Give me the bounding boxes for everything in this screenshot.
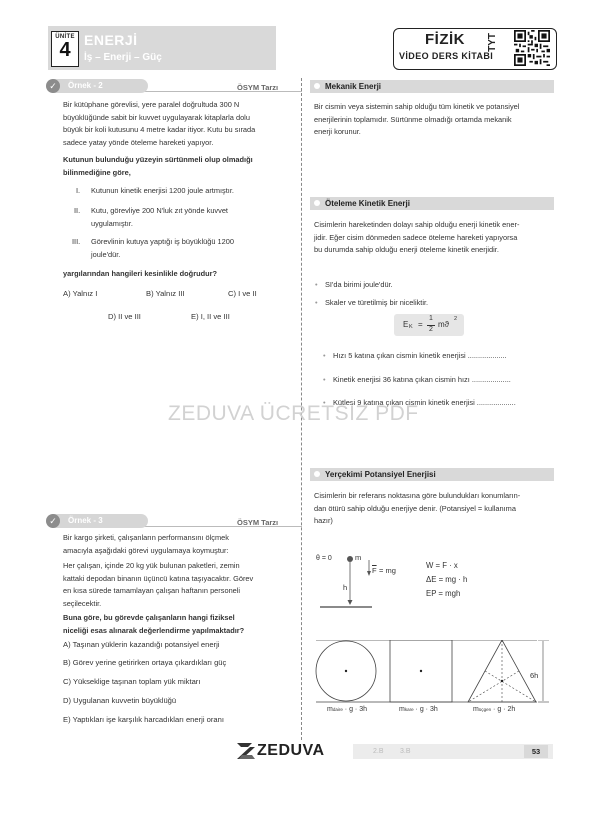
equation-ep: EP = mgh — [426, 589, 461, 598]
fill-item-2[interactable]: • Kütlesi 9 katına çıkan cismin kinetik enerjisi ................... — [333, 398, 516, 407]
section-yercekimi-header — [310, 468, 554, 481]
qr-code-icon[interactable] — [514, 30, 550, 66]
footer-code-1: 2.B — [373, 748, 384, 755]
formula-sub: K — [409, 324, 413, 330]
mekanik-line-2: enerji korunur. — [314, 127, 361, 137]
formula-e: E — [403, 320, 409, 329]
ornek2-line-2: büyük bir koli kutusunu 4 metre kadar itiyor. Kutu bu sırada — [63, 125, 256, 135]
footer-brand: ZEDUVA — [257, 742, 325, 759]
label-circle-sub: daire — [332, 707, 343, 712]
ornek2-statement-2a: Kutu, görevliye 200 N'luk zıt yönde kuvvet — [91, 206, 228, 215]
unit-number-box — [51, 31, 79, 67]
bullet-dot-icon — [314, 83, 320, 89]
label-square-base: m — [399, 706, 405, 713]
oteleme-line-1: jidir. Eğer cisim dönmeden sadece öteleme hareketi yapıyorsa — [314, 232, 518, 242]
oteleme-line-0: Cisimlerin hareketinden dolayı sahip olduğu enerji kinetik ener- — [314, 220, 520, 229]
ornek2-statement-2-num: II. — [74, 206, 81, 215]
yercekimi-line-2: hazır) — [314, 516, 333, 526]
watermark: ZEDUVA ÜCRETSİZ PDF — [168, 402, 419, 425]
ornek3-question-0: Buna göre, bu görevde çalışanların hangi fiziksel — [63, 613, 235, 622]
ornek2-statement-3a: Görevlinin kutuya yaptığı iş büyüklüğü 1200 — [91, 237, 234, 246]
shape-height-label: 6h — [530, 670, 538, 683]
kinetic-energy-formula — [394, 314, 464, 336]
ornek3-line-3: kattaki depodan binanın üçüncü katına taşıyacaktır. Görev — [63, 573, 254, 583]
formula-eq: = — [418, 320, 423, 329]
ornek2-statement-3-num: III. — [72, 237, 81, 246]
ornek3-source: ÖSYM Tarzı — [237, 518, 279, 527]
label-circle-base: m — [327, 706, 333, 713]
section-oteleme-title: Öteleme Kinetik Enerji — [325, 199, 410, 208]
ornek3-line-0: Bir kargo şirketi, çalışanların performansını ölçmek — [63, 533, 229, 542]
fill-item-0[interactable]: • Hızı 5 katına çıkan cismin kinetik enerjisi ................... — [333, 351, 507, 360]
diagram-force: $\overline{F}$ — [372, 566, 377, 575]
ornek3-tab — [52, 514, 148, 528]
fill-item-1[interactable]: • Kinetik enerjisi 36 katına çıkan cismin hızı ................... — [333, 375, 511, 384]
label-circle — [327, 704, 367, 717]
ornek3-tab-label: Örnek - 3 — [68, 516, 103, 525]
section-mekanik-header — [310, 80, 554, 93]
oteleme-bullet-1: • Skaler ve türetilmiş bir niceliktir. — [325, 298, 428, 307]
label-triangle-rest: · g · 2h — [491, 706, 516, 713]
formula-pow: 2 — [454, 316, 458, 322]
ornek2-option-e[interactable]: E) I, II ve III — [191, 312, 230, 321]
ornek2-line-3: sadece yatay yönde öteleme hareketi yapıyor. — [63, 137, 214, 147]
check-icon: ✓ — [46, 514, 60, 528]
yercekimi-line-0: Cisimlerin bir referans noktasına göre bulundukları konumların- — [314, 491, 521, 500]
ornek3-question-1: niceliği esas alınarak değerlendirme yapılmaktadır? — [63, 625, 245, 635]
equation-work: W = F · x — [426, 561, 458, 570]
ornek3-line-4: en kısa sürede tamamlayan çalışan haftanın personeli — [63, 586, 241, 596]
ornek2-option-d[interactable]: D) II ve III — [108, 312, 141, 321]
formula-den: 2 — [429, 326, 433, 333]
ornek3-option-b[interactable]: B) Görev yerine getirirken ortaya çıkardıkları güç — [63, 658, 227, 667]
page-number: 53 — [524, 745, 548, 758]
ornek2-tab-label: Örnek - 2 — [68, 81, 103, 90]
diagram-theta: θ = 0 — [316, 555, 332, 562]
unit-title: ENERJİ — [84, 32, 138, 48]
shapes-diagram — [312, 640, 556, 710]
section-yercekimi-title: Yerçekimi Potansiyel Enerjisi — [325, 470, 436, 479]
unit-number: 4 — [59, 39, 71, 61]
yercekimi-line-1: dan ötürü sahip olduğu enerjiye denir. (Potansiyel = kullanıma — [314, 503, 516, 513]
ornek2-statement-2b: uygulamıştır. — [91, 218, 133, 228]
mekanik-line-1: enerjilerinin toplamıdır. Sürtünme olmadığı ortamda mekanik — [314, 114, 512, 124]
label-triangle — [473, 704, 515, 717]
formula-rhs: mϑ — [438, 320, 450, 329]
ornek3-line-2: Her çalışan, içinde 20 kg yük bulunan paketleri, zemin — [63, 561, 240, 570]
oteleme-line-2: bu durumda sahip olduğu enerji öteleme kinetik enerjidir. — [314, 245, 499, 255]
mekanik-line-0: Bir cismin veya sistemin sahip olduğu tüm kinetik ve potansiyel — [314, 102, 520, 111]
book-exam-label: TYT — [487, 33, 498, 52]
label-triangle-sub: üçgen — [478, 707, 492, 712]
ornek3-line-5: seçilecektir. — [63, 598, 102, 608]
label-square-sub: kare — [404, 707, 414, 712]
ornek2-statement-1: Kutunun kinetik enerjisi 1200 joule artmıştır. — [91, 186, 234, 195]
ornek2-option-a[interactable]: A) Yalnız I — [63, 289, 98, 298]
ornek3-option-c[interactable]: C) Yükseklige taşınan toplam yük miktarı — [63, 677, 201, 686]
bullet-dot-icon — [314, 200, 320, 206]
oteleme-bullet-0: • SI'da birimi joule'dür. — [325, 280, 393, 289]
book-title: FİZİK — [425, 31, 465, 48]
ornek3-option-e[interactable]: E) Yaptıkları işe karşılık harcadıkları enerji oranı — [63, 715, 224, 724]
ornek2-line-1: büyüklüğünde sabit bir kuvvet uygulayarak kitaplarla dolu — [63, 112, 250, 122]
ornek2-option-c[interactable]: C) I ve II — [228, 289, 257, 298]
label-square-rest: · g · 3h — [413, 706, 438, 713]
ornek2-option-b[interactable]: B) Yalnız III — [146, 289, 185, 298]
section-oteleme-header — [310, 197, 554, 210]
ornek3-line-1: amacıyla aşağıdaki görevi uygulamaya koymuştur: — [63, 545, 229, 555]
bullet-dot-icon — [314, 471, 320, 477]
label-square — [399, 704, 438, 717]
ornek2-question-1: bilinmediğine göre, — [63, 167, 131, 177]
ornek2-line-0: Bir kütüphane görevlisi, yere paralel doğrultuda 300 N — [63, 100, 240, 109]
label-circle-rest: · g · 3h — [342, 706, 367, 713]
ornek2-source: ÖSYM Tarzı — [237, 83, 279, 92]
ornek2-ask: yargılarından hangileri kesinlikle doğrudur? — [63, 269, 218, 278]
label-triangle-base: m — [473, 706, 479, 713]
ornek3-option-d[interactable]: D) Uygulanan kuvvetin büyüklüğü — [63, 696, 177, 705]
diagram-mass: m — [355, 553, 362, 562]
diagram-force-eq: = mg — [379, 566, 396, 575]
book-subtitle: VİDEO DERS KİTABI — [399, 51, 494, 61]
unit-subtitle: İş – Enerji – Güç — [84, 52, 162, 63]
diagram-height: h — [343, 583, 348, 592]
ornek3-option-a[interactable]: A) Taşınan yüklerin kazandığı potansiyel enerji — [63, 640, 220, 649]
ornek2-statement-3b: joule'dür. — [91, 249, 121, 259]
ornek2-tab — [52, 79, 148, 93]
unit-label: ÜNİTE — [55, 34, 75, 40]
ornek2-question-0: Kutunun bulunduğu yüzeyin sürtünmeli olup olmadığı — [63, 155, 253, 164]
ornek2-statement-1-num: I. — [76, 186, 81, 195]
section-mekanik-title: Mekanik Enerji — [325, 82, 382, 91]
check-icon: ✓ — [46, 79, 60, 93]
unit-header-band — [48, 26, 276, 70]
zeduva-logo-icon — [236, 742, 256, 760]
formula-num: 1 — [429, 315, 433, 322]
footer-code-2: 3.B — [400, 748, 411, 755]
equation-delta-e: ΔE = mg · h — [426, 575, 468, 584]
